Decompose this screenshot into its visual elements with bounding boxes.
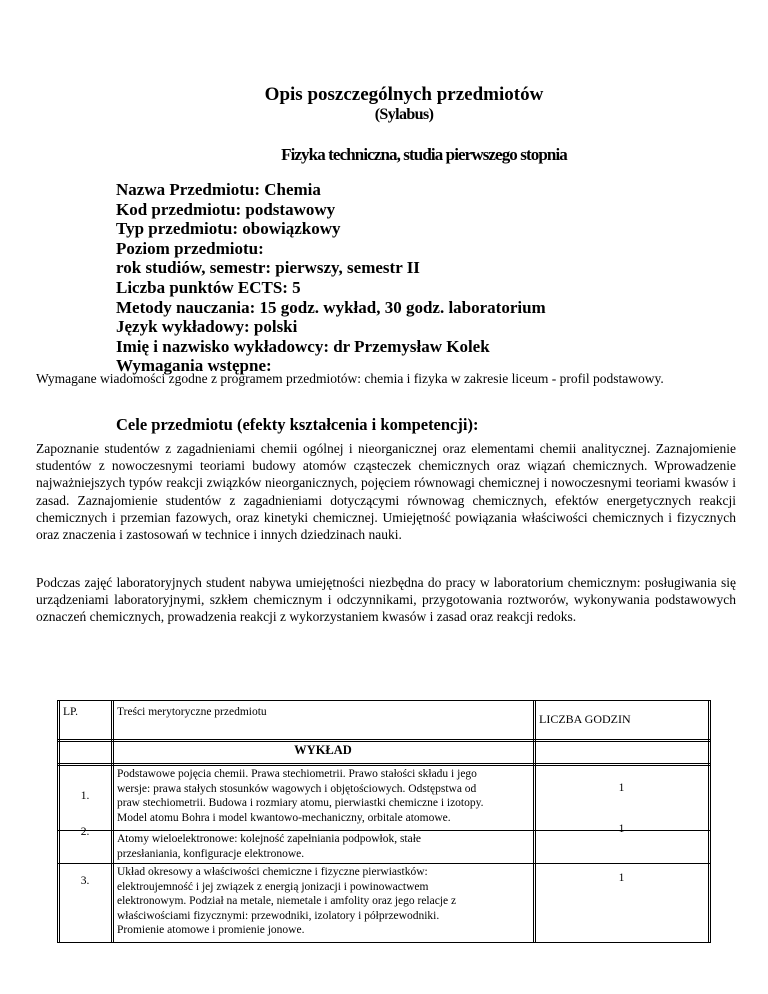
row-content-line: właściwościami fizycznymi: przewodniki, izolatory i półprzewodniki. [117,909,440,922]
column-header-content: Treści merytoryczne przedmiotu [117,706,267,718]
meta-course-name: Nazwa Przedmiotu: Chemia [116,180,321,199]
meta-language: Język wykładowy: polski [116,317,298,337]
row-content-line: praw stechiometrii. Budowa i rozmiary atomu, pierwiastki chemiczne i izotopy. [117,797,484,810]
meta-lecturer: Imię i nazwisko wykładowcy: dr Przemysław Kolek [116,336,490,356]
row-content-line: elektroujemność i jej związek z energią jonizacji i powinowactwem [117,880,429,893]
row-content-line: Podstawowe pojęcia chemii. Prawa stechiometrii. Prawo stałości składu i jego [117,768,477,780]
row-content-line: Model atomu Bohra i model kwantowo-mechaniczny, orbitale atomowe. [117,811,451,824]
meta-course-code: Kod przedmiotu: podstawowy [116,199,336,219]
row-content-line: Układ okresowy a właściwości chemiczne i fizyczne pierwiastków: [117,866,428,878]
row-hours: 1 [618,872,625,884]
meta-prerequisites: Wymagania wstępne: [116,356,272,376]
row-content-line: elektronowym. Podział na metale, niemetale i amfolity oraz jego relacje z [117,895,457,908]
row-content-line: przesłaniania, konfiguracje elektronowe. [117,847,305,860]
goals-paragraph: Zapoznanie studentów z zagadnieniami chemii ogólnej i nieorganicznej oraz elementami chemii analitycznej. Zaznajomienie studentów z nowoczesnymi teoriami budowy atomów cząsteczek chemicznych oraz wiązań chemicznych. Wprowadzenie najważniejszych typów reakcji związków nieorganicznych, pojęciem równowagi chemicznej i nowoczesnymi teoriami kwasów i zasad. Zaznajomienie studentów z zagadnieniami dotyczącymi równowag chemicznych, efektów energetycznych reakcji chemicznych i przemian fazowych, oraz kinetyki chemicznej. Umiejętność powiązania właściwości chemicznych i fizycznych oraz znaczenia i zastosowań w technice i innych dziedzinach nauki. [36,441,736,543]
row-number: 3. [80,875,90,887]
row-number: 2. [80,826,90,838]
row-content [117,832,421,861]
meta-course-type: Typ przedmiotu: obowiązkowy [116,219,341,239]
course-metadata [116,180,546,376]
row-hours: 1 [618,782,625,794]
section-label: WYKŁAD [294,743,352,757]
row-content-line: Promienie atomowe i promienie jonowe. [117,924,305,937]
row-content-line: Atomy wieloelektronowe: kolejność zapełniania podpowłok, stałe [117,833,422,845]
goals-heading: Cele przedmiotu (efekty kształcenia i kompetencji): [116,415,479,434]
column-header-lp: LP. [63,706,79,718]
row-hours: 1 [618,823,625,835]
row-content-line: wersje: prawa stałych stosunków wagowych i objętościowych. Odstępstwa od [117,782,477,795]
meta-methods: Metody nauczania: 15 godz. wykład, 30 godz. laboratorium [116,297,546,317]
row-number: 1. [80,790,90,802]
requirements-text: Wymagane wiadomości zgodne z programem przedmiotów: chemia i fizyka w zakresie liceum - profil podstawowy. [36,371,664,386]
row-content [117,865,456,938]
document-subtitle: (Sylabus) [374,106,434,123]
meta-year-semester: rok studiów, semestr: pierwszy, semestr II [116,258,420,278]
program-name: Fizyka techniczna, studia pierwszego stopnia [281,145,567,164]
document-title: Opis poszczególnych przedmiotów [264,84,544,105]
meta-course-level: Poziom przedmiotu: [116,238,264,258]
meta-ects: Liczba punktów ECTS: 5 [116,277,301,297]
row-content [117,767,484,825]
lab-paragraph: Podczas zajęć laboratoryjnych student nabywa umiejętności niezbędna do pracy w laboratorium chemicznym: posługiwania się urządzeniami laboratoryjnymi, szkłem chemicznym i odczynnikami, przygotowania roztworów, wykonywania podstawowych oznaczeń chemicznych, prowadzenia reakcji z wykorzystaniem kwasów i zasad oraz reakcji redoks. [36,575,736,625]
column-header-hours: LICZBA GODZIN [539,712,631,726]
